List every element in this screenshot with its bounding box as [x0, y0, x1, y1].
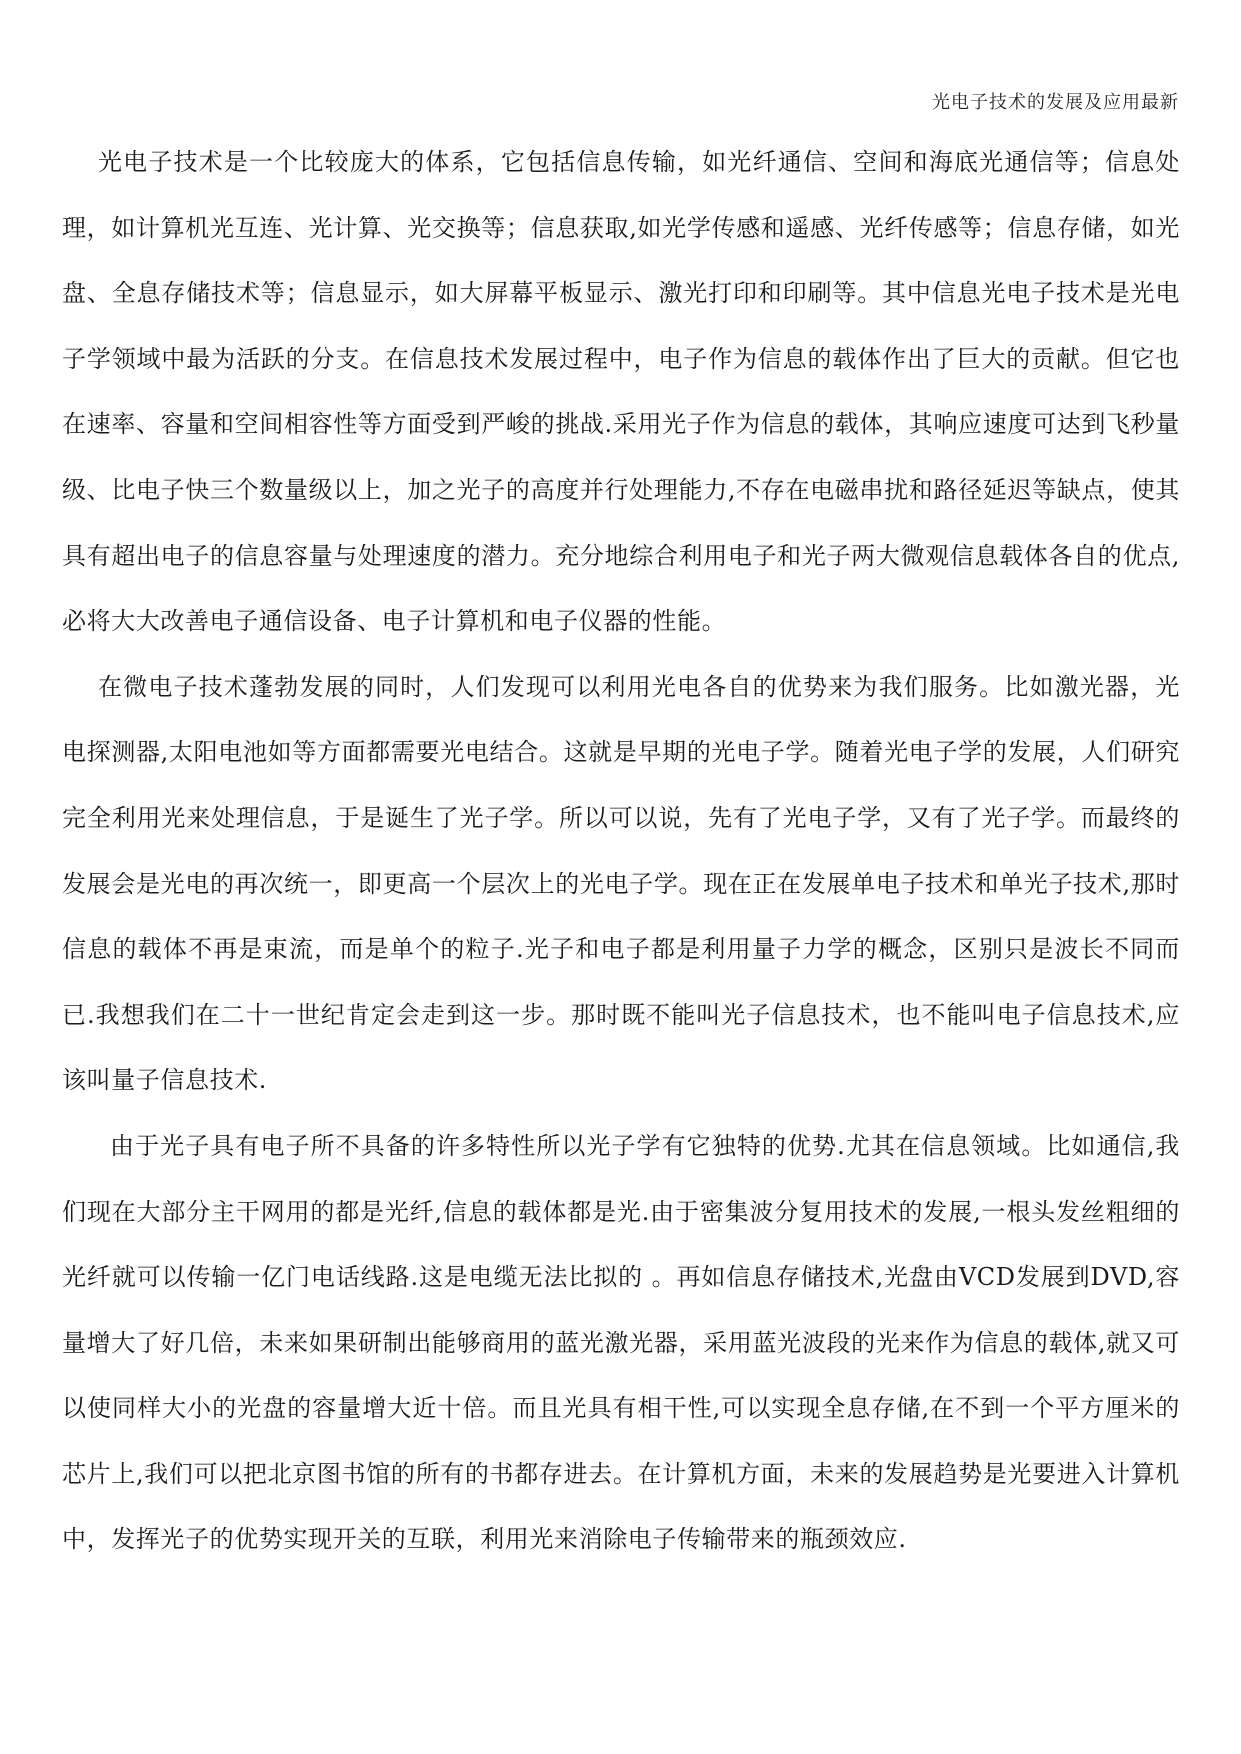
paragraph-2: 在微电子技术蓬勃发展的同时，人们发现可以利用光电各自的优势来为我们服务。比如激光器，光电探测器,太阳电池如等方面都需要光电结合。这就是早期的光电子学。随着光电子学的发展，人们研究完全利用光来处理信息，于是诞生了光子学。所以可以说，先有了光电子学，又有了光子学。而最终的发展会是光电的再次统一，即更高一个层次上的光电子学。现在正在发展单电子技术和单光子技术,那时信息的载体不再是束流，而是单个的粒子.光子和电子都是利用量子力学的概念，区别只是波长不同而已.我想我们在二十一世纪肯定会走到这一步。那时既不能叫光子信息技术，也不能叫电子信息技术,应该叫量子信息技术. — [62, 672, 1180, 1095]
paragraph-3: 由于光子具有电子所不具备的许多特性所以光子学有它独特的优势.尤其在信息领域。比如通信,我们现在大部分主干网用的都是光纤,信息的载体都是光.由于密集波分复用技术的发展,一根头发丝粗细的光纤就可以传输一亿门电话线路.这是电缆无法比拟的 。再如信息存储技术,光盘由VCD发展到DVD,容量增大了好几倍，未来如果研制出能够商用的蓝光激光器，采用蓝光波段的光来作为信息的载体,就又可以使同样大小的光盘的容量增大近十倍。而且光具有相干性,可以实现全息存储,在不到一个平方厘米的芯片上,我们可以把北京图书馆的所有的书都存进去。在计算机方面，未来的发展趋势是光要进入计算机中，发挥光子的优势实现开关的互联，利用光来消除电子传输带来的瓶颈效应. — [62, 1131, 1180, 1554]
paragraph-1: 光电子技术是一个比较庞大的体系，它包括信息传输，如光纤通信、空间和海底光通信等；信息处理，如计算机光互连、光计算、光交换等；信息获取,如光学传感和遥感、光纤传感等；信息存储，如光盘、全息存储技术等；信息显示，如大屏幕平板显示、激光打印和印刷等。其中信息光电子技术是光电子学领域中最为活跃的分支。在信息技术发展过程中，电子作为信息的载体作出了巨大的贡献。但它也在速率、容量和空间相容性等方面受到严峻的挑战.采用光子作为信息的载体，其响应速度可达到飞秒量级、比电子快三个数量级以上，加之光子的高度并行处理能力,不存在电磁串扰和路径延迟等缺点，使其具有超出电子的信息容量与处理速度的潜力。充分地综合利用电子和光子两大微观信息载体各自的优点,必将大大改善电子通信设备、电子计算机和电子仪器的性能。 — [62, 148, 1180, 636]
running-header: 光电子技术的发展及应用最新 — [932, 92, 1179, 113]
body-text — [62, 130, 1180, 1573]
